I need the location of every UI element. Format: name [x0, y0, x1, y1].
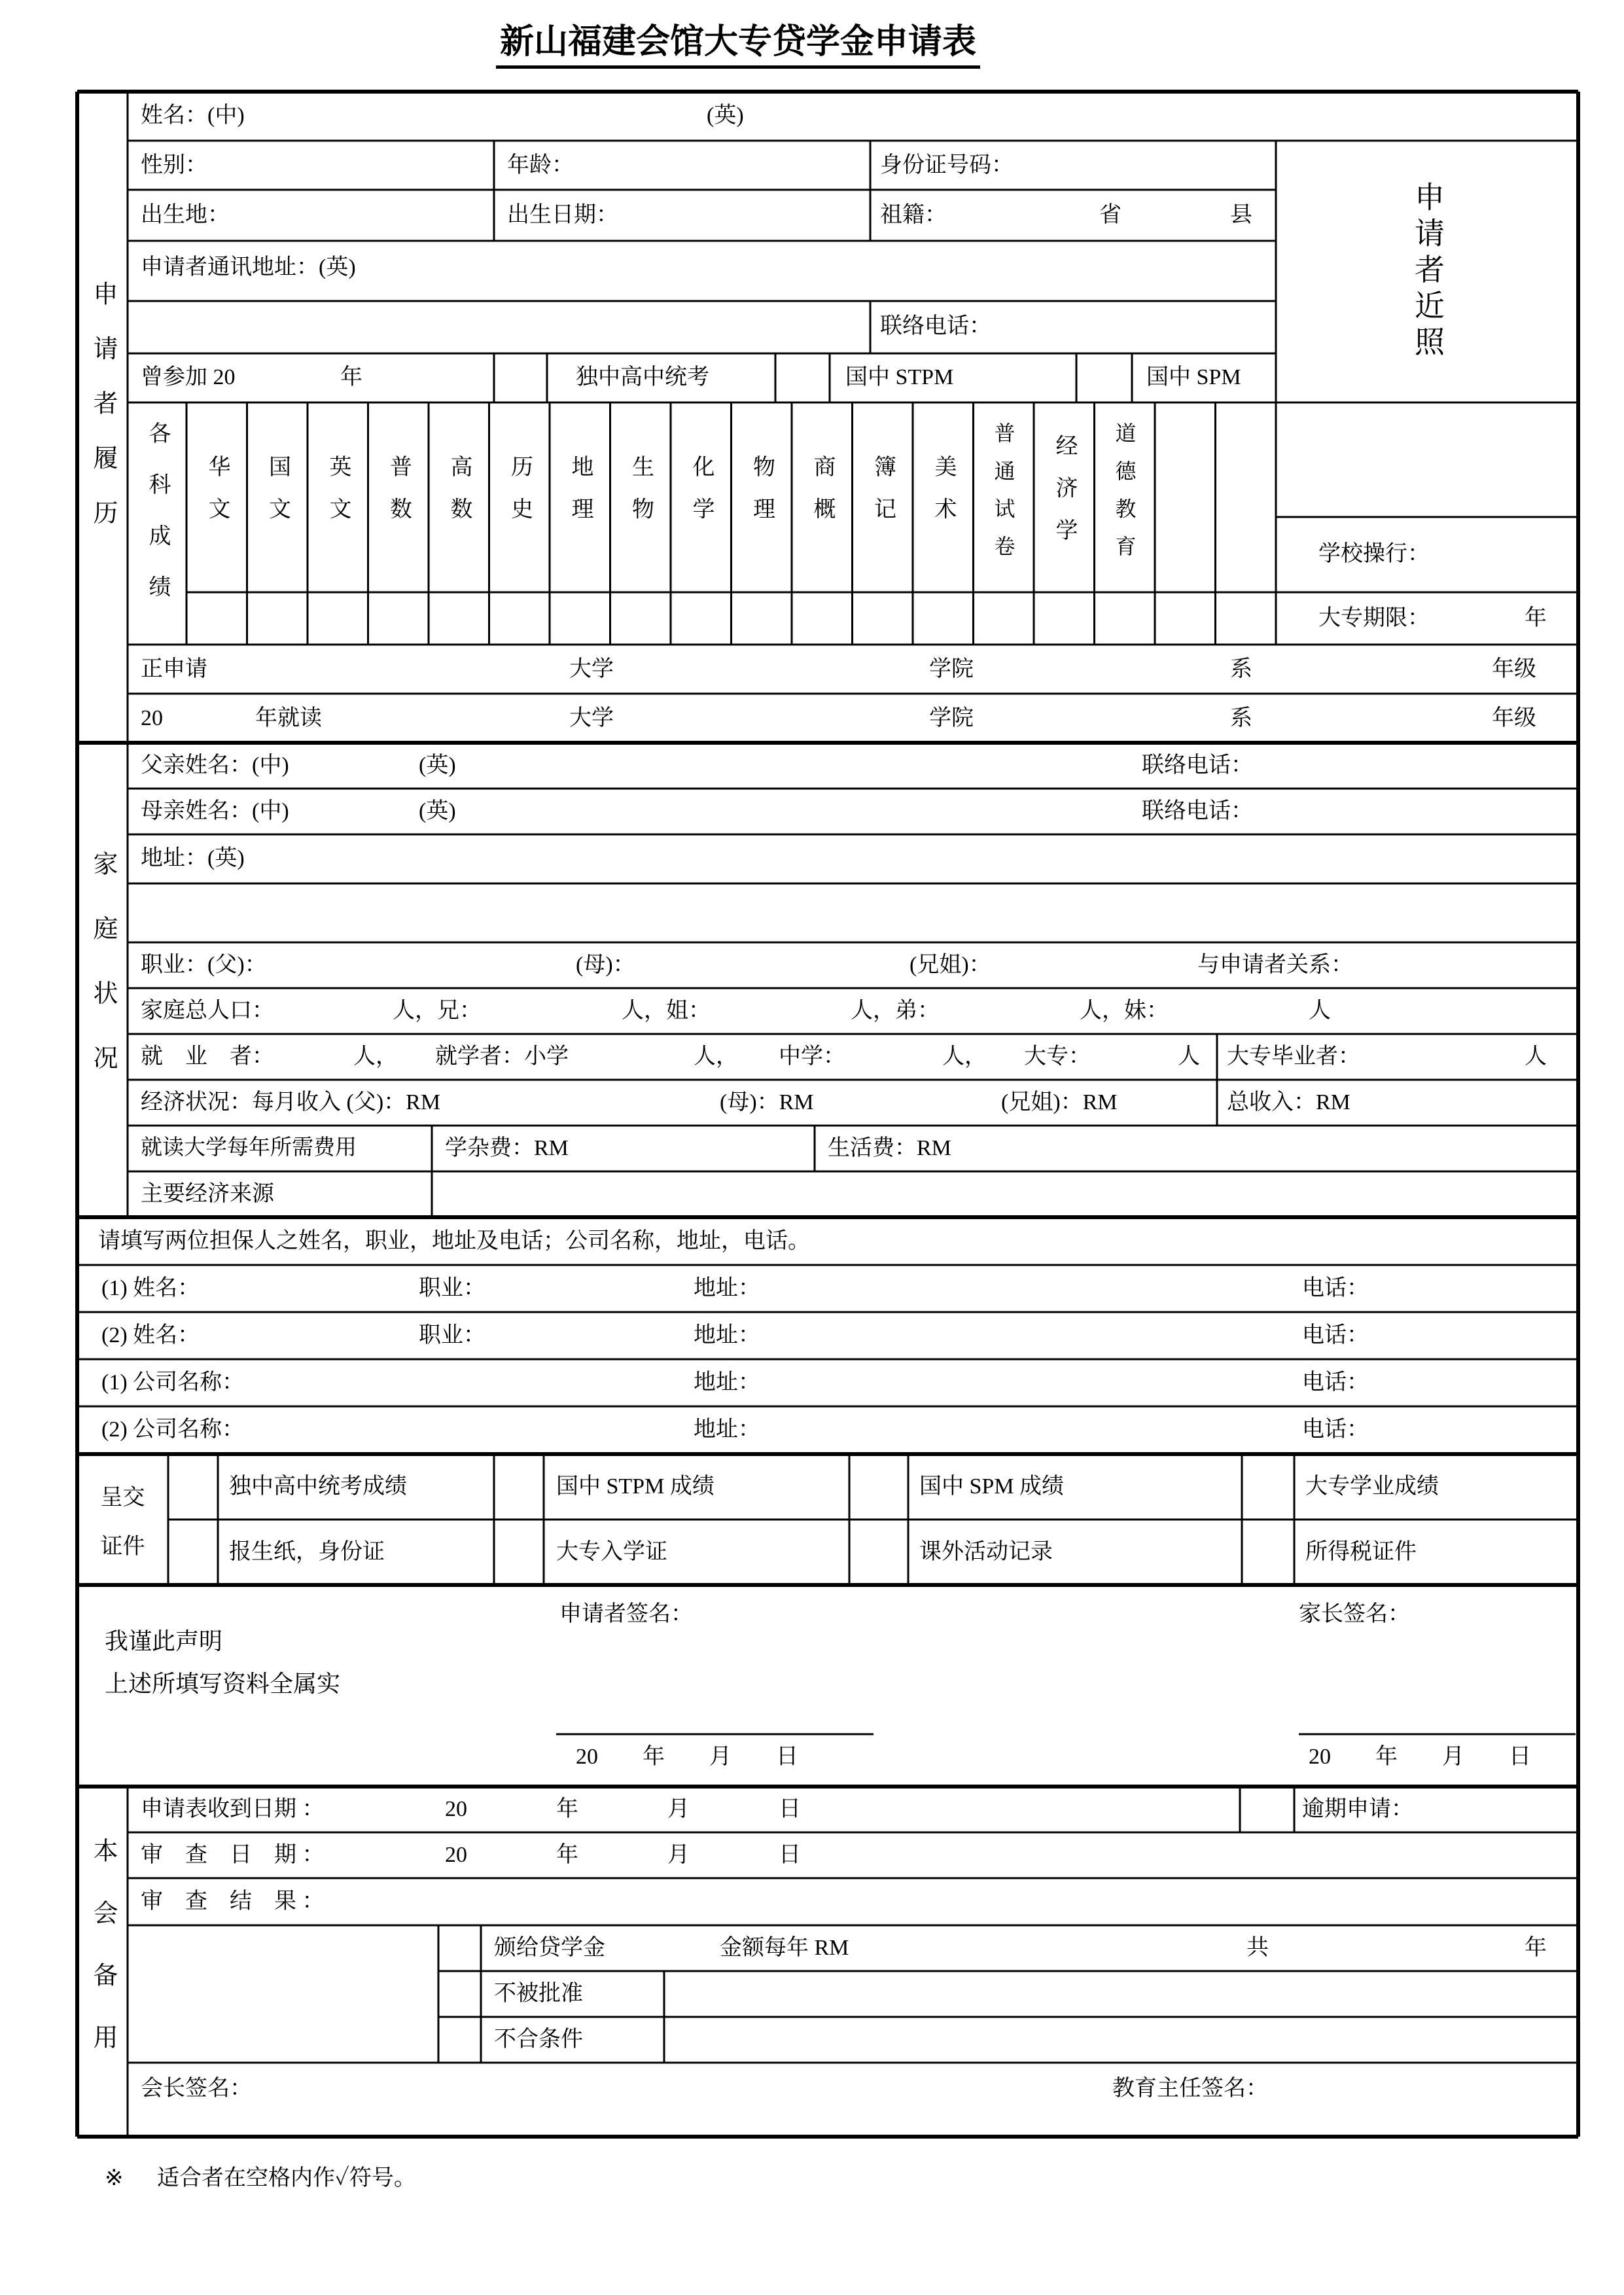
company1-address-label: 地址：: [694, 1370, 760, 1395]
father-name-en: (英): [419, 753, 456, 777]
grade-label: 年级: [1492, 706, 1536, 730]
age-label: 年龄：: [507, 153, 574, 177]
declaration-line2: 上述所填写资料全属实: [105, 1671, 341, 1697]
father-phone-label: 联络电话：: [1142, 753, 1253, 777]
subject-column: 华文: [205, 455, 229, 540]
ancestry-label: 祖籍：: [880, 203, 947, 227]
subject-column: 簿记: [870, 455, 895, 540]
grant-total-label: 共: [1246, 1936, 1269, 1960]
doc-stpm-results: 国中 STPM 成绩: [556, 1474, 715, 1499]
college-duration-label: 大专期限：: [1318, 606, 1430, 630]
applying-label: 正申请: [141, 657, 207, 681]
declaration-line1: 我谨此声明: [105, 1628, 223, 1654]
tuition-label: 学杂费：RM: [445, 1136, 569, 1160]
graduates-label: 大专毕业者：: [1227, 1044, 1360, 1069]
director-signature-label: 教育主任签名：: [1112, 2076, 1268, 2101]
ancestry-province-label: 省: [1099, 203, 1121, 227]
guarantor2-name-label: (2) 姓名：: [101, 1323, 200, 1347]
occupation-father-label: 职业：(父)：: [141, 953, 267, 977]
guarantor2-phone-label: 电话：: [1302, 1323, 1369, 1347]
total-income-label: 总收入：RM: [1227, 1090, 1350, 1114]
guarantor1-phone-label: 电话：: [1302, 1276, 1369, 1300]
documents-label-line1: 呈交: [100, 1486, 145, 1510]
exam-attended-label: 曾参加 20: [141, 365, 236, 389]
schooling-tertiary-label: 大专：: [1024, 1044, 1091, 1069]
applicant-photo-box: 申请者近照: [1411, 181, 1444, 362]
president-signature-label: 会长签名：: [141, 2076, 252, 2101]
birthdate-label: 出生日期：: [507, 203, 618, 227]
schooling-secondary-label: 中学：: [779, 1044, 845, 1069]
name-label: 姓名：(中): [141, 103, 245, 128]
subject-column: 英文: [326, 455, 350, 540]
grant-amount-label: 金额每年 RM: [720, 1936, 849, 1960]
guarantor1-occupation-label: 职业：: [419, 1276, 485, 1300]
gender-label: 性别：: [141, 153, 207, 177]
doc-income-tax: 所得税证件: [1305, 1540, 1417, 1564]
department-label: 系: [1230, 657, 1252, 681]
college-label: 学院: [929, 706, 974, 730]
company2-address-label: 地址：: [694, 1417, 760, 1442]
doc-birth-cert-ic: 报生纸，身份证: [229, 1540, 385, 1564]
not-eligible-label: 不合条件: [494, 2027, 583, 2052]
doc-cocurricular-record: 课外活动记录: [919, 1540, 1053, 1564]
exam-uec-label: 独中高中统考: [576, 365, 709, 389]
section-label-applicant-history: 申请者履历: [89, 280, 116, 554]
mailing-address-label: 申请者通讯地址：(英): [141, 255, 356, 279]
footnote-mark: ※: [105, 2166, 124, 2190]
occupation-sibling-label: (兄姐)：: [909, 953, 991, 977]
members-unit: 人: [1309, 999, 1331, 1023]
applicant-sign-date: 20 年 月 日: [576, 1745, 798, 1769]
college-label: 学院: [929, 657, 974, 681]
doc-admission-letter: 大专入学证: [556, 1540, 667, 1564]
review-result-label: 审 查 结 果 ：: [141, 1889, 325, 1913]
doc-spm-results: 国中 SPM 成绩: [919, 1474, 1065, 1499]
documents-section-label: [77, 1454, 168, 1585]
members-sis-label: 人，姐：: [622, 999, 711, 1023]
schooling-tertiary-unit: 人: [1178, 1044, 1200, 1069]
subject-column: 普通试卷: [991, 421, 1015, 573]
doc-college-results: 大专学业成绩: [1305, 1474, 1439, 1499]
mother-phone-label: 联络电话：: [1142, 799, 1253, 823]
university-label: 大学: [569, 706, 614, 730]
applicant-signature-label: 申请者签名：: [559, 1602, 693, 1626]
guarantor1-name-label: (1) 姓名：: [101, 1276, 200, 1300]
university-label: 大学: [569, 657, 614, 681]
exam-stpm-label: 国中 STPM: [845, 365, 954, 389]
guarantor1-address-label: 地址：: [694, 1276, 760, 1300]
review-date-value: 20 年 月 日: [445, 1843, 801, 1867]
subject-column: 高数: [447, 455, 471, 540]
members-ysis-label: 人，妹：: [1080, 999, 1169, 1023]
total-members-label: 家庭总人口：: [141, 999, 274, 1023]
employed-label: 就 业 者：: [141, 1044, 274, 1069]
birthplace-label: 出生地：: [141, 203, 230, 227]
guarantor2-occupation-label: 职业：: [419, 1323, 485, 1347]
page-title: 新山福建会馆大专贷学金申请表: [496, 22, 980, 69]
school-conduct-label: 学校操行：: [1318, 542, 1430, 566]
parent-signature-label: 家长签名：: [1299, 1602, 1410, 1626]
income-source-label: 主要经济来源: [141, 1182, 274, 1206]
mother-name-label: 母亲姓名：(中): [141, 799, 289, 823]
company1-name-label: (1) 公司名称：: [101, 1370, 245, 1395]
grant-label: 颁给贷学金: [494, 1936, 605, 1960]
documents-label-line2: 证件: [100, 1535, 145, 1559]
received-date-label: 申请表收到日期 ：: [141, 1797, 325, 1821]
subject-column: 地理: [568, 455, 592, 540]
contact-phone-label: 联络电话：: [880, 314, 991, 338]
relationship-label: 与申请者关系：: [1197, 953, 1353, 977]
living-cost-label: 生活费：RM: [828, 1136, 951, 1160]
subject-column: 商概: [810, 455, 834, 540]
ic-number-label: 身份证号码：: [880, 153, 1014, 177]
name-en-label: (英): [707, 103, 744, 128]
subject-column: 化学: [689, 455, 713, 540]
not-approved-label: 不被批准: [494, 1982, 583, 2006]
father-name-label: 父亲姓名：(中): [141, 753, 289, 777]
economy-mother-label: (母)：RM: [720, 1090, 814, 1114]
section-label-family-status: 家庭状况: [89, 850, 116, 1110]
members-ybro-label: 人，弟：: [851, 999, 940, 1023]
subject-column: 道德教育: [1112, 421, 1137, 573]
college-duration-unit: 年: [1525, 606, 1547, 630]
members-bro-label: 人，兄：: [393, 999, 482, 1023]
parent-sign-date: 20 年 月 日: [1309, 1745, 1531, 1769]
exam-spm-label: 国中 SPM: [1146, 365, 1241, 389]
ancestry-county-label: 县: [1230, 203, 1252, 227]
guarantor-note: 请填写两位担保人之姓名，职业，地址及电话；公司名称，地址，电话。: [98, 1229, 810, 1253]
mother-name-en: (英): [419, 799, 456, 823]
subject-column: 经济学: [1052, 434, 1076, 561]
studying-label: 年就读: [255, 706, 322, 730]
section-label-association-use: 本会备用: [89, 1837, 116, 2086]
subject-column: 普数: [386, 455, 411, 540]
schooling-primary-label: 就学者：小学: [435, 1044, 569, 1069]
subject-column: 生物: [628, 455, 653, 540]
family-address-label: 地址：(英): [141, 846, 245, 870]
employed-unit: 人，: [353, 1044, 398, 1069]
economy-sibling-label: (兄姐)：RM: [1001, 1090, 1118, 1114]
schooling-primary-unit: 人，: [694, 1044, 738, 1069]
economy-father-label: 经济状况：每月收入 (父)：RM: [141, 1090, 441, 1114]
occupation-mother-label: (母)：: [576, 953, 635, 977]
company2-phone-label: 电话：: [1302, 1417, 1369, 1442]
subject-column: 国文: [265, 455, 290, 540]
review-date-label: 审 查 日 期 ：: [141, 1843, 325, 1867]
subject-column: 美术: [931, 455, 955, 540]
company1-phone-label: 电话：: [1302, 1370, 1369, 1395]
department-label: 系: [1230, 706, 1252, 730]
grades-table-label: 各科成绩: [145, 421, 169, 626]
company2-name-label: (2) 公司名称：: [101, 1417, 245, 1442]
schooling-secondary-unit: 人，: [942, 1044, 987, 1069]
subject-column: 物理: [749, 455, 774, 540]
exam-year-unit: 年: [340, 365, 362, 389]
guarantor2-address-label: 地址：: [694, 1323, 760, 1347]
doc-uec-results: 独中高中统考成绩: [229, 1474, 407, 1499]
footnote-text: 适合者在空格内作✓符号。: [157, 2166, 416, 2190]
studying-prefix: 20: [141, 706, 163, 730]
subject-column: 历史: [507, 455, 532, 540]
grant-unit-label: 年: [1525, 1936, 1547, 1960]
annual-cost-label: 就读大学每年所需费用: [141, 1136, 357, 1160]
received-date-value: 20 年 月 日: [445, 1797, 801, 1821]
graduates-unit: 人: [1525, 1044, 1547, 1069]
grade-label: 年级: [1492, 657, 1536, 681]
overdue-label: 逾期申请：: [1302, 1797, 1413, 1821]
